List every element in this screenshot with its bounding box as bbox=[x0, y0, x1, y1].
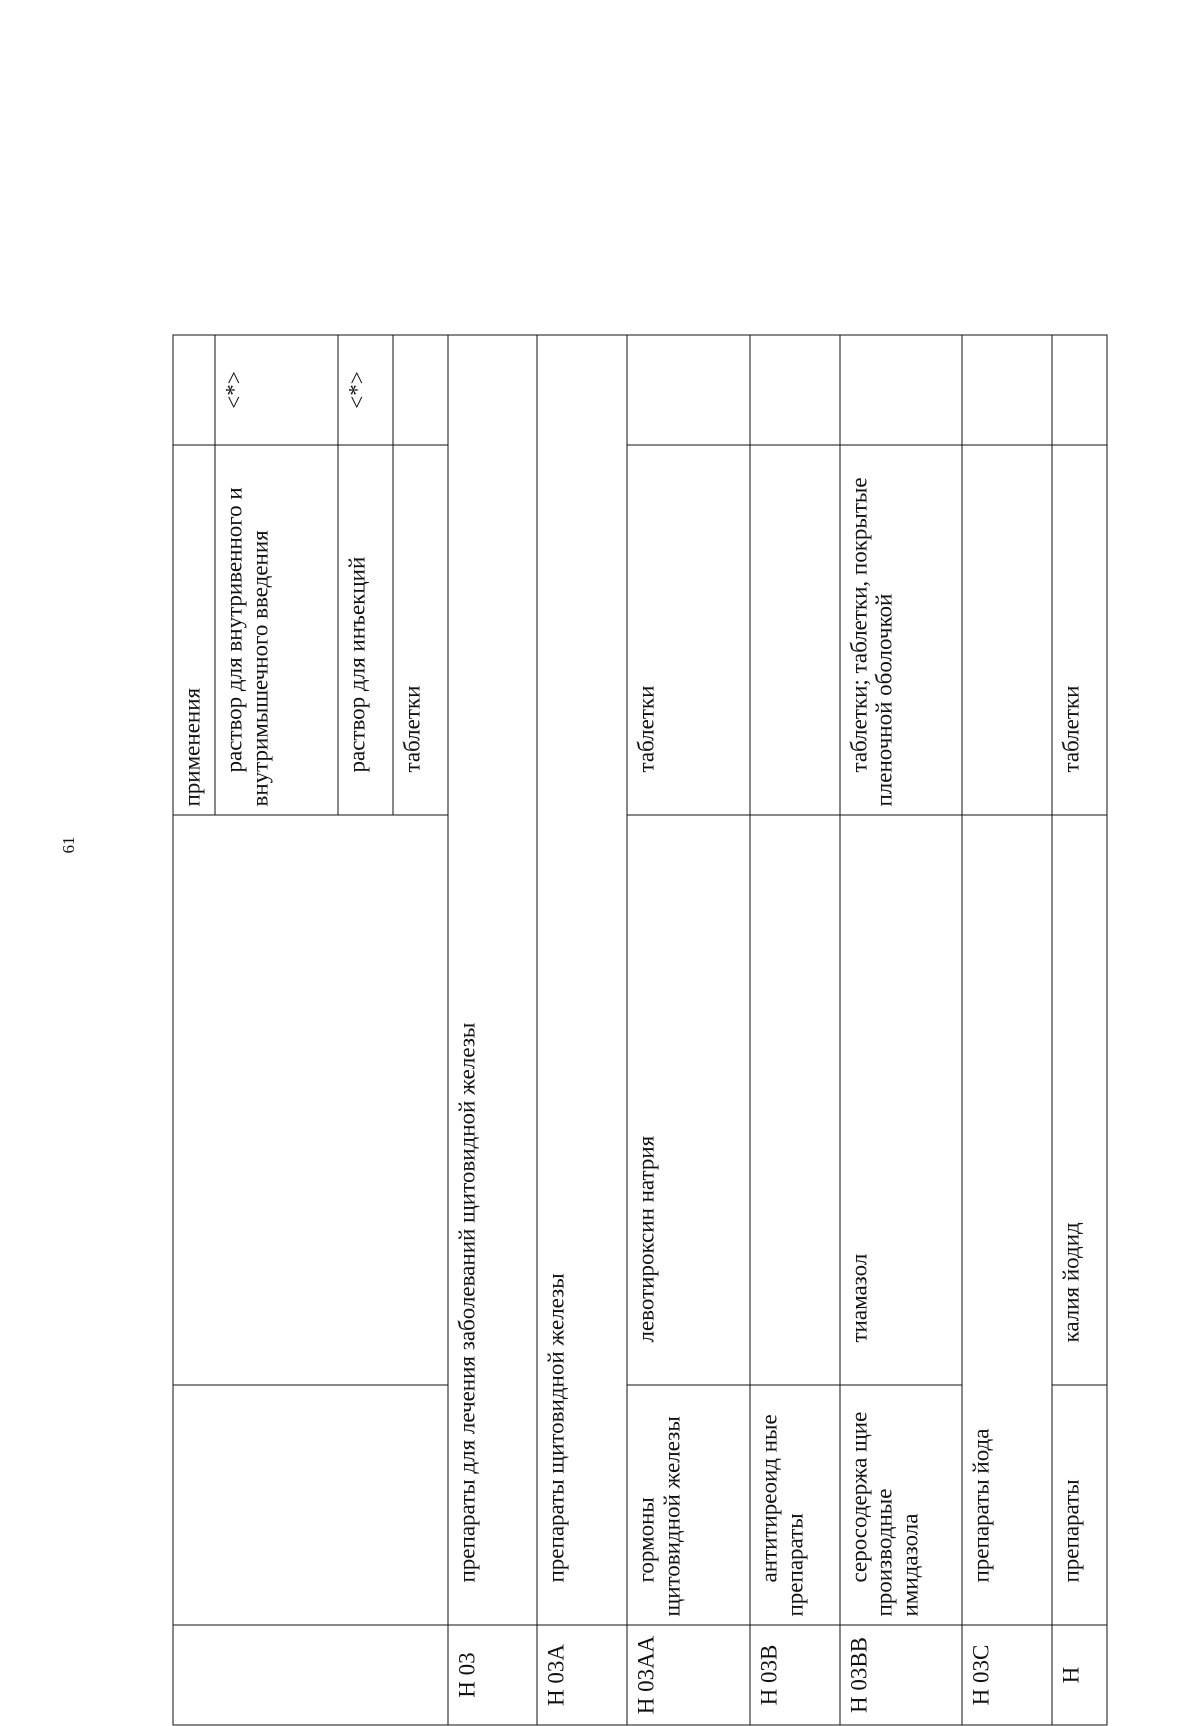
code-cell: H 03B bbox=[750, 1625, 840, 1725]
form-cell bbox=[962, 445, 1052, 815]
group-cell: препараты для лечения заболеваний щитовидной железы bbox=[448, 335, 538, 1625]
note-cell bbox=[750, 335, 840, 445]
code-cell: H 03C bbox=[962, 1625, 1052, 1725]
table-row bbox=[627, 335, 750, 1725]
form-header-cell bbox=[173, 445, 215, 815]
drug-cell: тиамазол bbox=[840, 815, 963, 1385]
continuation-code-cell bbox=[173, 1625, 448, 1725]
form-cell bbox=[750, 445, 840, 815]
table-row bbox=[448, 335, 538, 1725]
form-cell: таблетки bbox=[627, 445, 750, 815]
continuation-drug-cell bbox=[173, 815, 448, 1385]
group-cell: препараты щитовидной железы bbox=[537, 335, 627, 1625]
form-cell: таблетки bbox=[393, 445, 448, 815]
note-cell bbox=[393, 335, 448, 445]
code-cell: H bbox=[1052, 1625, 1107, 1725]
group-cell: серосодержа щие производные имидазола bbox=[840, 1385, 963, 1625]
drug-cell: левотироксин натрия bbox=[627, 815, 750, 1385]
table-row bbox=[962, 335, 1052, 1725]
drug-cell bbox=[750, 815, 840, 1385]
form-cell: таблетки bbox=[1052, 445, 1107, 815]
code-cell: H 03AA bbox=[627, 1625, 750, 1725]
form-cell: таблетки; таблетки, покрытые пленочной оболочкой bbox=[840, 445, 963, 815]
note-header-cell bbox=[173, 335, 215, 445]
note-cell bbox=[1052, 335, 1107, 445]
group-cell: препараты йода bbox=[962, 815, 1052, 1625]
form-cell: раствор для внутривенного и внутримышечного введения bbox=[215, 445, 338, 815]
code-cell: H 03 bbox=[448, 1625, 538, 1725]
code-cell: H 03A bbox=[537, 1625, 627, 1725]
note-cell bbox=[840, 335, 963, 445]
drug-cell: калия йодид bbox=[1052, 815, 1107, 1385]
table-row bbox=[537, 335, 627, 1725]
group-cell: гормоны щитовидной железы bbox=[627, 1385, 750, 1625]
note-cell bbox=[627, 335, 750, 445]
drug-table bbox=[173, 336, 1108, 1726]
table-row bbox=[840, 335, 963, 1725]
group-cell: препараты bbox=[1052, 1385, 1107, 1625]
note-cell: <*> bbox=[215, 335, 338, 445]
note-cell bbox=[962, 335, 1052, 445]
table-row bbox=[1052, 335, 1107, 1725]
code-cell: H 03BB bbox=[840, 1625, 963, 1725]
table-row bbox=[750, 335, 840, 1725]
group-cell: антитиреоид ные препараты bbox=[750, 1385, 840, 1625]
page-number: 61 bbox=[59, 836, 78, 854]
form-cell: раствор для инъекций bbox=[338, 445, 393, 815]
form-header-label: применения bbox=[179, 687, 205, 807]
continuation-group-cell bbox=[173, 1385, 448, 1625]
note-cell: <*> bbox=[338, 335, 393, 445]
